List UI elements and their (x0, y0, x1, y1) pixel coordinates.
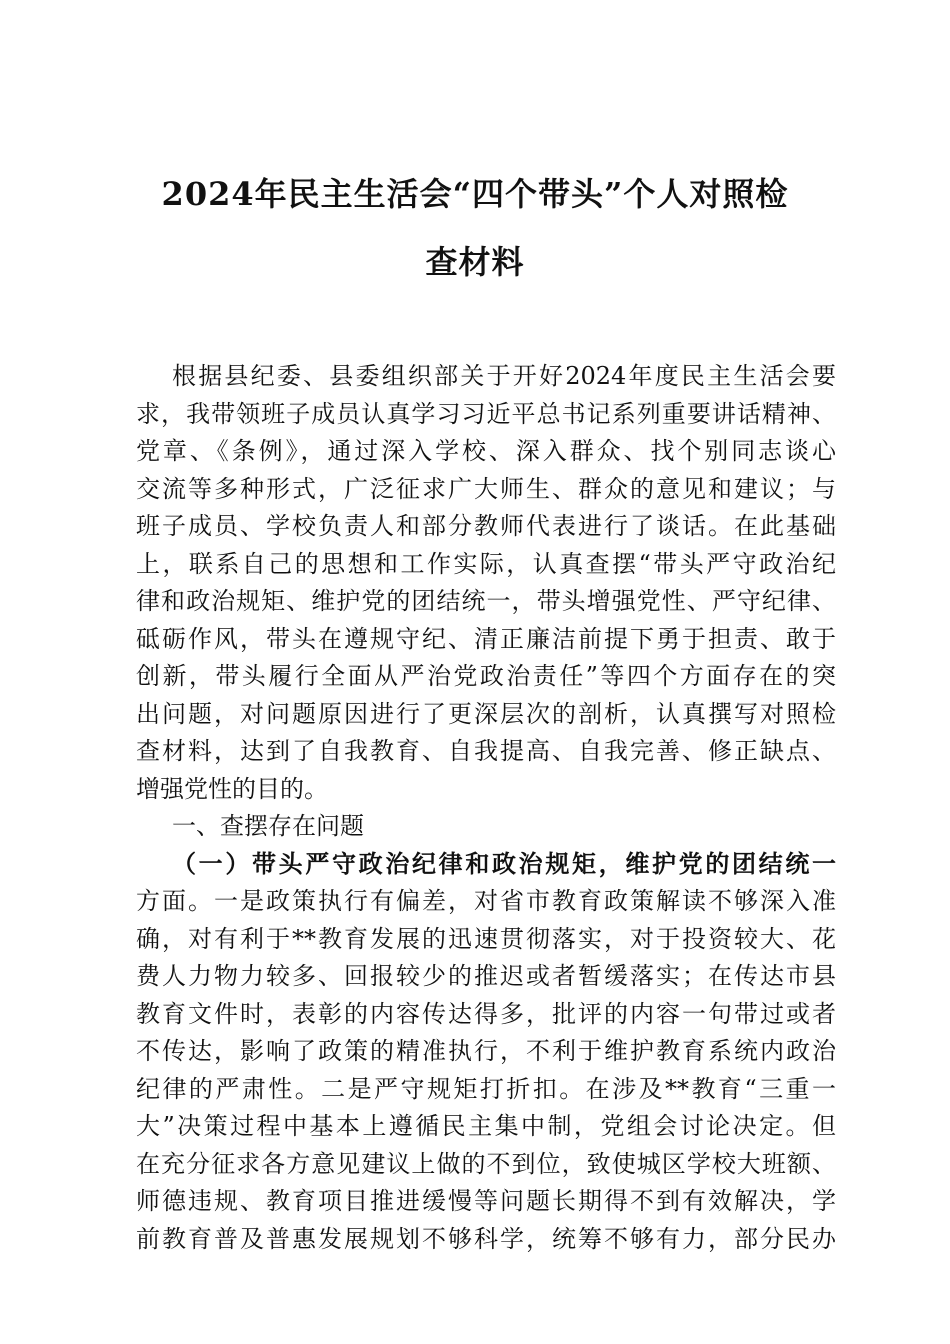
paragraph-line: 查材料，达到了自我教育、自我提高、自我完善、修正缺点、 (136, 737, 836, 765)
paragraph-line: 大”决策过程中基本上遵循民主集中制，党组会讨论决定。但 (136, 1112, 836, 1140)
paragraph-line: 纪律的严肃性。二是严守规矩打折扣。在涉及**教育“三重一 (136, 1074, 836, 1103)
document-title-line-2: 查材料 (425, 243, 525, 281)
document-title-line-1: 2024年民主生活会“四个带头”个人对照检 (161, 175, 789, 213)
paragraph-line: 上，联系自己的思想和工作实际，认真查摆“带头严守政治纪 (136, 549, 836, 578)
paragraph-line: 确，对有利于**教育发展的迅速贯彻落实，对于投资较大、花 (136, 924, 836, 953)
document-body (136, 358, 836, 1258)
subsection-heading: （一）带头严守政治纪律和政治规矩，维护党的团结统一 (172, 849, 836, 878)
paragraph-line: 求，我带领班子成员认真学习习近平总书记系列重要讲话精神、 (136, 399, 836, 428)
paragraph-line: 砥砺作风，带头在遵规守纪、清正廉洁前提下勇于担责、敢于 (136, 624, 836, 653)
paragraph-line: 班子成员、学校负责人和部分教师代表进行了谈话。在此基础 (136, 512, 836, 540)
paragraph-line: 师德违规、教育项目推进缓慢等问题长期得不到有效解决，学 (136, 1187, 836, 1215)
paragraph-line: 增强党性的目的。 (136, 774, 328, 803)
paragraph-line: 出问题，对问题原因进行了更深层次的剖析，认真撰写对照检 (136, 699, 836, 728)
paragraph-line: 费人力物力较多、回报较少的推迟或者暂缓落实；在传达市县 (136, 962, 836, 990)
paragraph-line: 根据县纪委、县委组织部关于开好2024年度民主生活会要 (172, 362, 836, 390)
paragraph-line: 方面。一是政策执行有偏差，对省市教育政策解读不够深入准 (136, 887, 836, 915)
paragraph-line: 创新，带头履行全面从严治党政治责任”等四个方面存在的突 (136, 662, 836, 690)
paragraph-line: 不传达，影响了政策的精准执行，不利于维护教育系统内政治 (136, 1037, 836, 1065)
paragraph-line: 交流等多种形式，广泛征求广大师生、群众的意见和建议；与 (136, 474, 836, 503)
paragraph-line: 党章、《条例》，通过深入学校、深入群众、找个别同志谈心 (136, 437, 836, 465)
paragraph-line: 教育文件时，表彰的内容传达得多，批评的内容一句带过或者 (136, 999, 836, 1028)
paragraph-line: 前教育普及普惠发展规划不够科学，统筹不够有力，部分民办 (136, 1224, 836, 1253)
paragraph-line: 律和政治规矩、维护党的团结统一，带头增强党性、严守纪律、 (136, 587, 836, 615)
paragraph-line: 在充分征求各方意见建议上做的不到位，致使城区学校大班额、 (136, 1149, 836, 1178)
section-heading: 一、查摆存在问题 (172, 812, 364, 840)
